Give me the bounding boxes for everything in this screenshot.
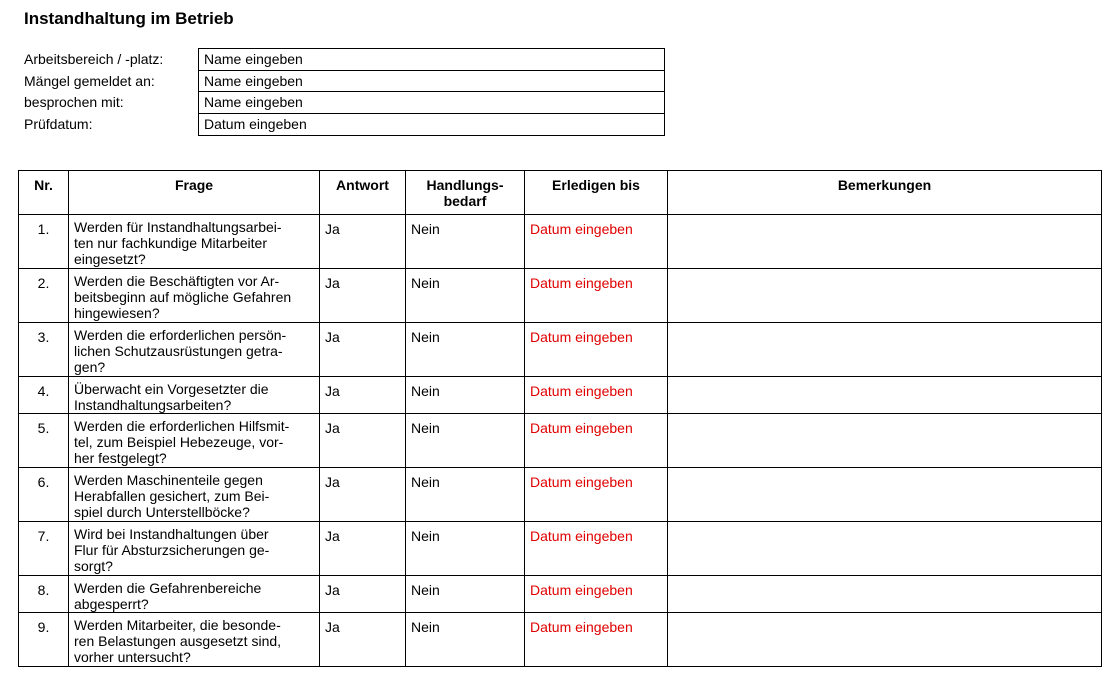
remarks-field[interactable]	[668, 377, 1102, 414]
action-needed-cell[interactable]: Nein	[406, 323, 525, 377]
label-pruefdatum: Prüfdatum:	[24, 116, 93, 132]
question-line: Werden die erforderlichen persön-	[74, 327, 287, 343]
question-line: sorgt?	[74, 558, 113, 574]
table-row	[19, 377, 1102, 414]
label-maengel-gemeldet: Mängel gemeldet an:	[24, 73, 155, 89]
header-handlungsbedarf	[406, 171, 525, 215]
label-besprochen-mit: besprochen mit:	[24, 94, 124, 110]
besprochen-mit-field[interactable]: Name eingeben	[199, 92, 664, 114]
question-line: spiel durch Unterstellböcke?	[74, 504, 250, 520]
arbeitsbereich-field[interactable]: Name eingeben	[199, 49, 664, 71]
remarks-field[interactable]	[668, 269, 1102, 323]
due-date-field[interactable]: Datum eingeben	[525, 377, 668, 414]
question-line: ren Belastungen ausgesetzt sind,	[74, 633, 282, 649]
action-needed-cell[interactable]: Nein	[406, 576, 525, 613]
question-line: Werden die Gefahrenbereiche	[74, 580, 262, 596]
row-number: 7.	[19, 522, 69, 576]
table-row	[19, 323, 1102, 377]
answer-cell[interactable]: Ja	[320, 269, 406, 323]
question-line: gen?	[74, 359, 106, 375]
header-bemerkungen: Bemerkungen	[668, 171, 1102, 215]
table-row	[19, 522, 1102, 576]
table-row	[19, 215, 1102, 269]
header-handlungsbedarf-line1: Handlungs-	[426, 177, 504, 193]
table-row	[19, 468, 1102, 522]
question-line: Werden für Instandhaltungsarbei-	[74, 219, 282, 235]
due-date-field[interactable]: Datum eingeben	[525, 323, 668, 377]
due-date-field[interactable]: Datum eingeben	[525, 215, 668, 269]
question-line: hingewiesen?	[74, 305, 160, 321]
action-needed-cell[interactable]: Nein	[406, 522, 525, 576]
remarks-field[interactable]	[668, 215, 1102, 269]
row-number: 3.	[19, 323, 69, 377]
answer-cell[interactable]: Ja	[320, 414, 406, 468]
answer-cell[interactable]: Ja	[320, 522, 406, 576]
question-line: her festgelegt?	[74, 450, 167, 466]
row-number: 6.	[19, 468, 69, 522]
question-cell	[69, 522, 320, 576]
row-number: 9.	[19, 613, 69, 667]
question-line: vorher untersucht?	[74, 649, 191, 665]
row-number: 1.	[19, 215, 69, 269]
header-erledigen-bis: Erledigen bis	[525, 171, 668, 215]
remarks-field[interactable]	[668, 576, 1102, 613]
remarks-field[interactable]	[668, 323, 1102, 377]
header-handlungsbedarf-line2: bedarf	[443, 193, 487, 209]
question-line: abgesperrt?	[74, 596, 149, 612]
action-needed-cell[interactable]: Nein	[406, 269, 525, 323]
checklist-table	[18, 170, 1102, 667]
question-line: Werden Mitarbeiter, die besonde-	[74, 617, 281, 633]
table-header-row	[19, 171, 1102, 215]
answer-cell[interactable]: Ja	[320, 576, 406, 613]
question-line: ten nur fachkundige Mitarbeiter	[74, 235, 267, 251]
due-date-field[interactable]: Datum eingeben	[525, 613, 668, 667]
question-line: Überwacht ein Vorgesetzter die	[74, 381, 269, 397]
header-frage: Frage	[69, 171, 320, 215]
pruefdatum-field[interactable]: Datum eingeben	[204, 115, 307, 132]
question-cell	[69, 576, 320, 613]
row-number: 4.	[19, 377, 69, 414]
header-nr: Nr.	[19, 171, 69, 215]
question-cell	[69, 414, 320, 468]
due-date-field[interactable]: Datum eingeben	[525, 269, 668, 323]
action-needed-cell[interactable]: Nein	[406, 215, 525, 269]
question-line: Werden Maschinenteile gegen	[74, 472, 263, 488]
question-line: Herabfallen gesichert, zum Bei-	[74, 488, 270, 504]
question-line: tel, zum Beispiel Hebezeuge, vor-	[74, 434, 284, 450]
question-line: Wird bei Instandhaltungen über	[74, 526, 269, 542]
due-date-field[interactable]: Datum eingeben	[525, 468, 668, 522]
question-line: beitsbeginn auf mögliche Gefahren	[74, 289, 292, 305]
header-antwort: Antwort	[320, 171, 406, 215]
question-cell	[69, 613, 320, 667]
remarks-field[interactable]	[668, 468, 1102, 522]
due-date-field[interactable]: Datum eingeben	[525, 522, 668, 576]
question-line: lichen Schutzausrüstungen getra-	[74, 343, 283, 359]
question-line: eingesetzt?	[74, 251, 146, 267]
answer-cell[interactable]: Ja	[320, 377, 406, 414]
answer-cell[interactable]: Ja	[320, 468, 406, 522]
answer-cell[interactable]: Ja	[320, 323, 406, 377]
question-cell	[69, 215, 320, 269]
action-needed-cell[interactable]: Nein	[406, 414, 525, 468]
answer-cell[interactable]: Ja	[320, 215, 406, 269]
table-row	[19, 269, 1102, 323]
question-cell	[69, 323, 320, 377]
maengel-gemeldet-field[interactable]: Name eingeben	[199, 71, 664, 93]
action-needed-cell[interactable]: Nein	[406, 613, 525, 667]
row-number: 2.	[19, 269, 69, 323]
question-cell	[69, 468, 320, 522]
page-title: Instandhaltung im Betrieb	[24, 9, 234, 28]
label-arbeitsbereich: Arbeitsbereich / -platz:	[24, 51, 164, 67]
due-date-field[interactable]: Datum eingeben	[525, 414, 668, 468]
question-cell	[69, 377, 320, 414]
question-line: Flur für Absturzsicherungen ge-	[74, 542, 270, 558]
action-needed-cell[interactable]: Nein	[406, 468, 525, 522]
question-cell	[69, 269, 320, 323]
due-date-field[interactable]: Datum eingeben	[525, 576, 668, 613]
question-line: Werden die erforderlichen Hilfsmit-	[74, 418, 290, 434]
question-line: Werden die Beschäftigten vor Ar-	[74, 273, 280, 289]
row-number: 8.	[19, 576, 69, 613]
question-line: Instandhaltungsarbeiten?	[74, 397, 232, 413]
remarks-field[interactable]	[668, 414, 1102, 468]
remarks-field[interactable]	[668, 522, 1102, 576]
answer-cell[interactable]: Ja	[320, 613, 406, 667]
table-row	[19, 414, 1102, 468]
table-row	[19, 576, 1102, 613]
action-needed-cell[interactable]: Nein	[406, 377, 525, 414]
row-number: 5.	[19, 414, 69, 468]
remarks-field[interactable]	[668, 613, 1102, 667]
table-row	[19, 613, 1102, 667]
info-fields	[198, 48, 665, 136]
